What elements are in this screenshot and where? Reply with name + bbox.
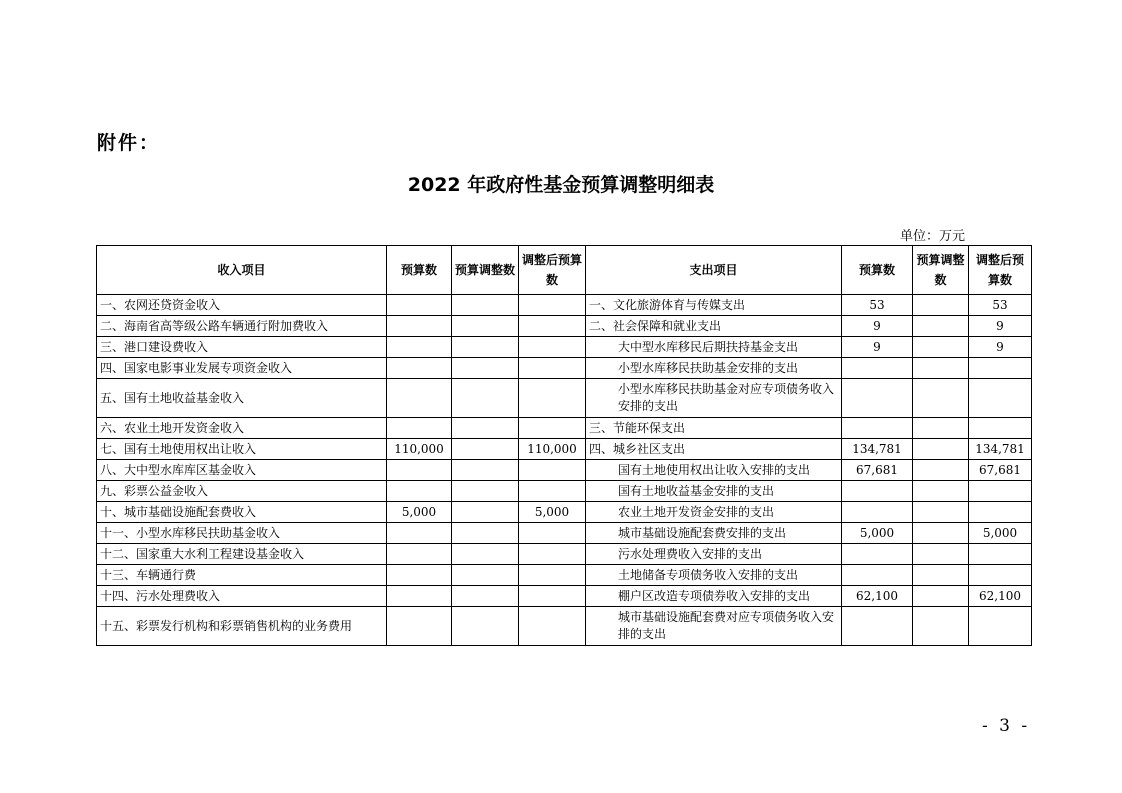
income-adjusted-cell (519, 295, 586, 316)
expense-adjust-cell (913, 460, 969, 481)
table-row (97, 544, 1032, 565)
expense-budget-cell: 62,100 (842, 586, 913, 607)
income-adjusted-cell (519, 565, 586, 586)
income-budget-cell: 5,000 (387, 502, 452, 523)
income-adjusted-cell (519, 586, 586, 607)
expense-adjust-cell (913, 358, 969, 379)
header-budget-expense: 预算数 (842, 246, 913, 295)
income-adjusted-cell (519, 358, 586, 379)
header-income-item: 收入项目 (97, 246, 387, 295)
expense-budget-cell (842, 565, 913, 586)
income-item-cell: 九、彩票公益金收入 (97, 481, 387, 502)
expense-item-cell: 四、城乡社区支出 (586, 439, 842, 460)
table-row (97, 460, 1032, 481)
expense-adjusted-cell (969, 565, 1032, 586)
expense-budget-cell: 9 (842, 337, 913, 358)
income-item-cell: 十三、车辆通行费 (97, 565, 387, 586)
page-title: 2022 年政府性基金预算调整明细表 (407, 174, 715, 196)
table-row (97, 316, 1032, 337)
income-adjusted-cell: 110,000 (519, 439, 586, 460)
income-item-cell: 八、大中型水库库区基金收入 (97, 460, 387, 481)
expense-budget-cell (842, 379, 913, 418)
expense-adjusted-cell: 67,681 (969, 460, 1032, 481)
income-budget-cell (387, 295, 452, 316)
expense-item-cell: 城市基础设施配套费安排的支出 (586, 523, 842, 544)
expense-item-cell: 三、节能环保支出 (586, 418, 842, 439)
expense-item-cell: 城市基础设施配套费对应专项债务收入安排的支出 (586, 607, 842, 646)
income-budget-cell (387, 358, 452, 379)
income-adjust-cell (452, 418, 519, 439)
expense-budget-cell (842, 418, 913, 439)
income-adjust-cell (452, 295, 519, 316)
income-item-cell: 一、农网还贷资金收入 (97, 295, 387, 316)
expense-item-cell: 农业土地开发资金安排的支出 (586, 502, 842, 523)
table-row (97, 523, 1032, 544)
expense-adjust-cell (913, 295, 969, 316)
attachment-label: 附件： (97, 132, 161, 154)
income-adjusted-cell (519, 523, 586, 544)
expense-adjust-cell (913, 523, 969, 544)
expense-item-cell: 大中型水库移民后期扶持基金支出 (586, 337, 842, 358)
income-adjust-cell (452, 379, 519, 418)
income-budget-cell (387, 460, 452, 481)
expense-adjust-cell (913, 565, 969, 586)
table-row (97, 337, 1032, 358)
header-adjust-expense: 预算调整数 (913, 246, 969, 295)
income-budget-cell (387, 544, 452, 565)
income-item-cell: 十一、小型水库移民扶助基金收入 (97, 523, 387, 544)
income-item-cell: 十二、国家重大水利工程建设基金收入 (97, 544, 387, 565)
income-adjust-cell (452, 358, 519, 379)
income-adjust-cell (452, 523, 519, 544)
income-item-cell: 十、城市基础设施配套费收入 (97, 502, 387, 523)
table-row (97, 565, 1032, 586)
page-number: - 3 - (982, 716, 1031, 736)
income-budget-cell (387, 316, 452, 337)
income-item-cell: 十五、彩票发行机构和彩票销售机构的业务费用 (97, 607, 387, 646)
table-row (97, 586, 1032, 607)
expense-budget-cell (842, 358, 913, 379)
table-row (97, 295, 1032, 316)
expense-adjust-cell (913, 337, 969, 358)
income-adjusted-cell (519, 316, 586, 337)
expense-budget-cell (842, 481, 913, 502)
expense-adjusted-cell (969, 607, 1032, 646)
income-adjusted-cell (519, 379, 586, 418)
income-adjusted-cell (519, 607, 586, 646)
expense-adjusted-cell: 62,100 (969, 586, 1032, 607)
expense-adjusted-cell: 53 (969, 295, 1032, 316)
table-row (97, 439, 1032, 460)
header-expense-item: 支出项目 (586, 246, 842, 295)
expense-budget-cell: 5,000 (842, 523, 913, 544)
income-item-cell: 十四、污水处理费收入 (97, 586, 387, 607)
expense-adjust-cell (913, 481, 969, 502)
table-row (97, 607, 1032, 646)
income-adjust-cell (452, 460, 519, 481)
expense-adjust-cell (913, 502, 969, 523)
table-row (97, 481, 1032, 502)
expense-item-cell: 小型水库移民扶助基金安排的支出 (586, 358, 842, 379)
income-budget-cell (387, 418, 452, 439)
income-budget-cell: 110,000 (387, 439, 452, 460)
expense-item-cell: 污水处理费收入安排的支出 (586, 544, 842, 565)
unit-label: 单位：万元 (900, 229, 966, 244)
table-row (97, 358, 1032, 379)
income-adjust-cell (452, 544, 519, 565)
expense-adjust-cell (913, 607, 969, 646)
expense-adjusted-cell (969, 418, 1032, 439)
income-adjusted-cell (519, 544, 586, 565)
header-adjust: 预算调整数 (452, 246, 519, 295)
expense-item-cell: 一、文化旅游体育与传媒支出 (586, 295, 842, 316)
income-budget-cell (387, 523, 452, 544)
expense-item-cell: 国有土地收益基金安排的支出 (586, 481, 842, 502)
income-budget-cell (387, 607, 452, 646)
income-adjust-cell (452, 565, 519, 586)
table-row (97, 379, 1032, 418)
income-adjust-cell (452, 316, 519, 337)
expense-adjusted-cell: 9 (969, 337, 1032, 358)
income-adjusted-cell (519, 460, 586, 481)
expense-adjust-cell (913, 316, 969, 337)
income-adjust-cell (452, 586, 519, 607)
income-adjust-cell (452, 481, 519, 502)
income-budget-cell (387, 586, 452, 607)
expense-adjusted-cell (969, 481, 1032, 502)
header-budget: 预算数 (387, 246, 452, 295)
income-item-cell: 七、国有土地使用权出让收入 (97, 439, 387, 460)
expense-adjusted-cell (969, 544, 1032, 565)
expense-adjusted-cell (969, 358, 1032, 379)
expense-adjust-cell (913, 439, 969, 460)
income-item-cell: 六、农业土地开发资金收入 (97, 418, 387, 439)
expense-adjust-cell (913, 379, 969, 418)
income-adjust-cell (452, 607, 519, 646)
income-adjust-cell (452, 502, 519, 523)
income-adjusted-cell (519, 418, 586, 439)
expense-budget-cell: 134,781 (842, 439, 913, 460)
expense-item-cell: 棚户区改造专项债券收入安排的支出 (586, 586, 842, 607)
expense-adjust-cell (913, 418, 969, 439)
income-adjust-cell (452, 337, 519, 358)
income-item-cell: 五、国有土地收益基金收入 (97, 379, 387, 418)
expense-budget-cell (842, 502, 913, 523)
expense-adjusted-cell: 134,781 (969, 439, 1032, 460)
income-item-cell: 二、海南省高等级公路车辆通行附加费收入 (97, 316, 387, 337)
expense-budget-cell: 9 (842, 316, 913, 337)
income-adjusted-cell (519, 337, 586, 358)
expense-item-cell: 国有土地使用权出让收入安排的支出 (586, 460, 842, 481)
expense-budget-cell (842, 607, 913, 646)
income-budget-cell (387, 337, 452, 358)
table-row (97, 502, 1032, 523)
income-adjusted-cell: 5,000 (519, 502, 586, 523)
table-body (97, 295, 1032, 646)
expense-adjusted-cell: 5,000 (969, 523, 1032, 544)
income-adjust-cell (452, 439, 519, 460)
income-budget-cell (387, 481, 452, 502)
income-budget-cell (387, 379, 452, 418)
expense-budget-cell (842, 544, 913, 565)
income-budget-cell (387, 565, 452, 586)
expense-adjusted-cell (969, 502, 1032, 523)
expense-item-cell: 小型水库移民扶助基金对应专项债务收入安排的支出 (586, 379, 842, 418)
header-adjusted-expense: 调整后预算数 (969, 246, 1032, 295)
expense-budget-cell: 67,681 (842, 460, 913, 481)
expense-adjusted-cell (969, 379, 1032, 418)
table-row (97, 418, 1032, 439)
budget-table (96, 245, 1032, 646)
expense-budget-cell: 53 (842, 295, 913, 316)
table-header-row (97, 246, 1032, 295)
expense-adjusted-cell: 9 (969, 316, 1032, 337)
expense-item-cell: 土地储备专项债务收入安排的支出 (586, 565, 842, 586)
expense-adjust-cell (913, 586, 969, 607)
income-item-cell: 三、港口建设费收入 (97, 337, 387, 358)
header-adjusted: 调整后预算数 (519, 246, 586, 295)
expense-item-cell: 二、社会保障和就业支出 (586, 316, 842, 337)
income-adjusted-cell (519, 481, 586, 502)
expense-adjust-cell (913, 544, 969, 565)
income-item-cell: 四、国家电影事业发展专项资金收入 (97, 358, 387, 379)
